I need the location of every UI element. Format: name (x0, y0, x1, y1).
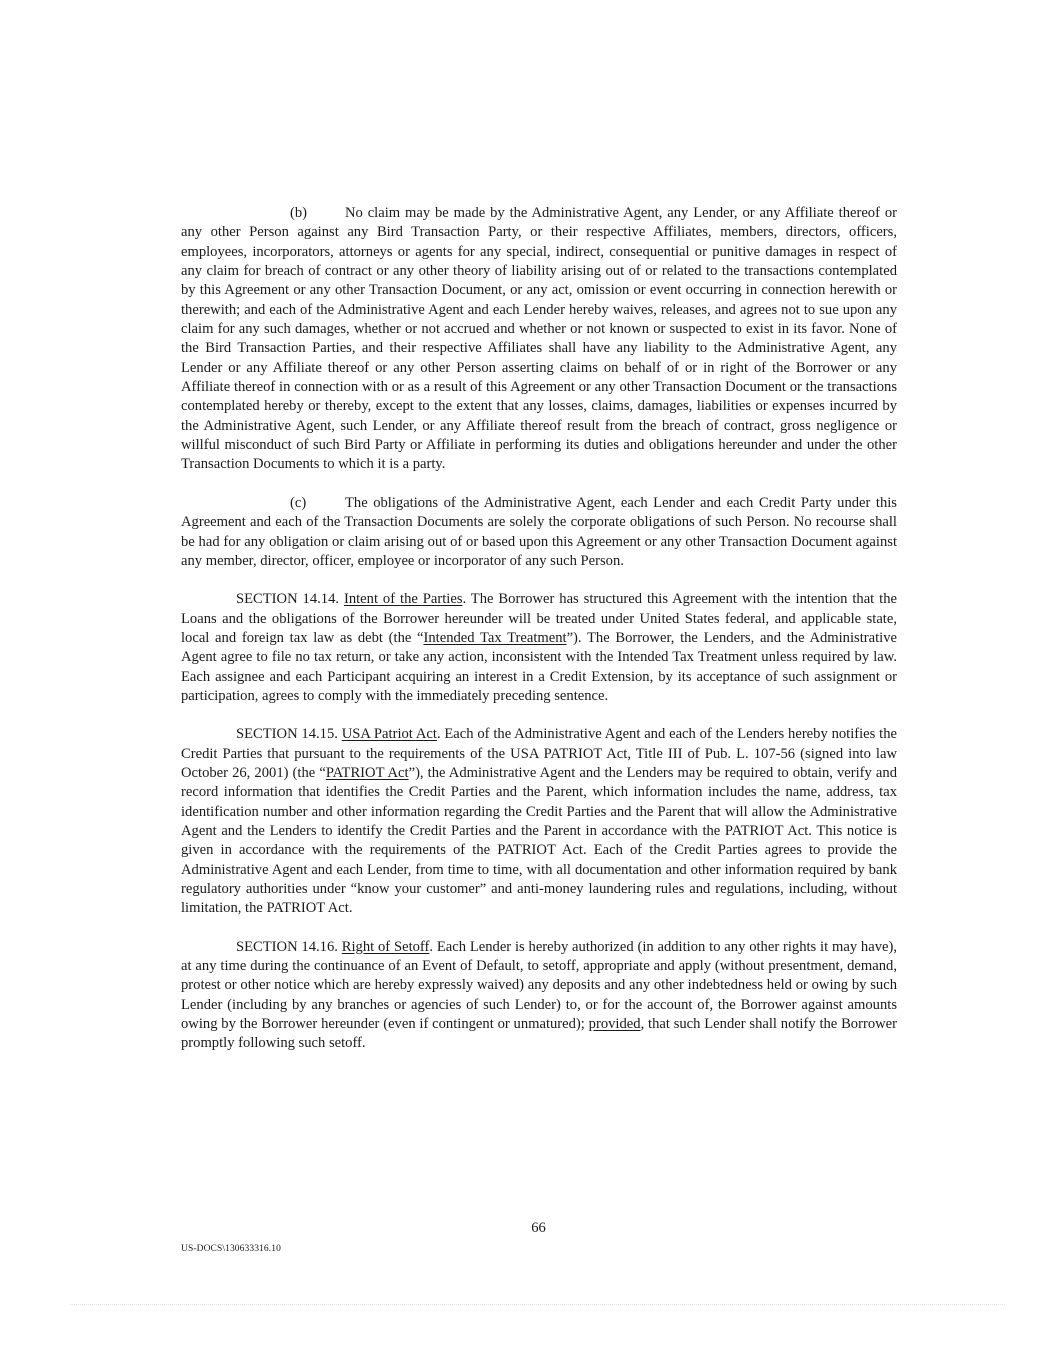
section-number: SECTION 14.15. (236, 726, 338, 743)
document-body (181, 204, 897, 1073)
proviso-term: provided (588, 1016, 641, 1033)
section-text: . Each Lender is hereby authorized (in addition to any other rights it may have), at any time during the continuance of an Event of Default, to setoff, appropriate and apply (without presentment, demand, protest or other notice which are hereby expressly waived) any deposits and any other indebtedness held or owing by such Lender (including by any branches or agencies of such Lender) to, or for the account of, the Borrower against amounts owing by the Borrower hereunder (even if contingent or unmatured); (181, 938, 897, 1033)
paragraph-c (181, 494, 897, 571)
section-number: SECTION 14.16. (236, 938, 338, 955)
paragraph-label-b: (b) (290, 205, 308, 221)
defined-term: PATRIOT Act (325, 764, 409, 781)
section-title: Intent of the Parties (343, 591, 463, 608)
section-text: , that such Lender shall notify the Borrower promptly following such setoff. (181, 1016, 898, 1052)
section-14-16 (181, 938, 897, 1054)
page-edge-divider (70, 1304, 1005, 1305)
paragraph-c-text: The obligations of the Administrative Agent, each Lender and each Credit Party under this Agreement and each of the Transaction Documents are solely the corporate obligations of such Person. No recourse shall be had for any obligation or claim arising out of or based upon this Agreement or any other Transaction Document against any member, director, officer, employee or incorporator of any such Person. (181, 494, 897, 569)
paragraph-label-c: (c) (290, 494, 307, 511)
section-text: . The Borrower has structured this Agreement with the intention that the Loans and the obligations of the Borrower hereunder will be treated under United States federal, and applicable state, local and foreign tax law as debt (the “ (181, 591, 897, 646)
section-number: SECTION 14.14. (236, 591, 340, 608)
section-title: USA Patriot Act (341, 726, 437, 743)
section-text: ”), the Administrative Agent and the Lenders may be required to obtain, verify and record information that identifies the Credit Parties and the Parent, which information includes the name, address, tax identification number and other information regarding the Credit Parties and the Parent that will allow the Administrative Agent and the Lenders to identify the Credit Parties and the Parent in accordance with the PATRIOT Act. This notice is given in accordance with the requirements of the PATRIOT Act. Each of the Credit Parties agrees to provide the Administrative Agent and each Lender, from time to time, with all documentation and other information required by bank regulatory authorities under “know your customer” and anti-money laundering rules and regulations, including, without limitation, the PATRIOT Act. (181, 764, 897, 917)
section-14-14 (181, 590, 897, 706)
paragraph-b-text: No claim may be made by the Administrative Agent, any Lender, or any Affiliate thereof or any other Person against any Bird Transaction Party, or their respective Affiliates, members, directors, officers, employees, incorporators, attorneys or agents for any special, indirect, consequential or punitive damages in respect of any claim for breach of contract or any other theory of liability arising out of or related to the transactions contemplated by this Agreement or any other Transaction Document, or any act, omission or event occurring in connection herewith or therewith; and each of the Administrative Agent and each Lender hereby waives, releases, and agrees not to sue upon any claim for any such damages, whether or not accrued and whether or not known or suspected to exist in its favor. None of the Bird Transaction Parties, and their respective Affiliates shall have any liability to the Administrative Agent, any Lender or any Affiliate thereof or any other Person asserting claims on behalf of or in right of the Borrower or any Affiliate thereof in connection with or as a result of this Agreement or any other Transaction Document or the transactions contemplated hereby or thereby, except to the extent that any losses, claims, damages, liabilities or expenses incurred by the Administrative Agent, such Lender, or any Affiliate thereof result from the breach of contract, gross negligence or willful misconduct of such Bird Party or Affiliate in performing its duties and obligations hereunder and under the other Transaction Documents to which it is a party. (181, 205, 897, 473)
section-text: ”). The Borrower, the Lenders, and the Administrative Agent agree to file no tax return, or take any action, inconsistent with the Intended Tax Treatment unless required by law. Each assignee and each Participant acquiring an interest in a Credit Extension, by its acceptance of such assignment or participation, agrees to comply with the immediately preceding sentence. (181, 629, 897, 704)
document-id: US-DOCS\130633316.10 (181, 1244, 281, 1254)
paragraph-b (181, 204, 897, 475)
section-title: Right of Setoff (341, 938, 430, 955)
section-14-15 (181, 725, 897, 918)
page-number: 66 (531, 1220, 546, 1236)
section-text: . Each of the Administrative Agent and each of the Lenders hereby notifies the Credit Parties that pursuant to the requirements of the USA PATRIOT Act, Title III of Pub. L. 107-56 (signed into law October 26, 2001) (the “ (181, 726, 897, 781)
defined-term: Intended Tax Treatment (423, 629, 567, 646)
